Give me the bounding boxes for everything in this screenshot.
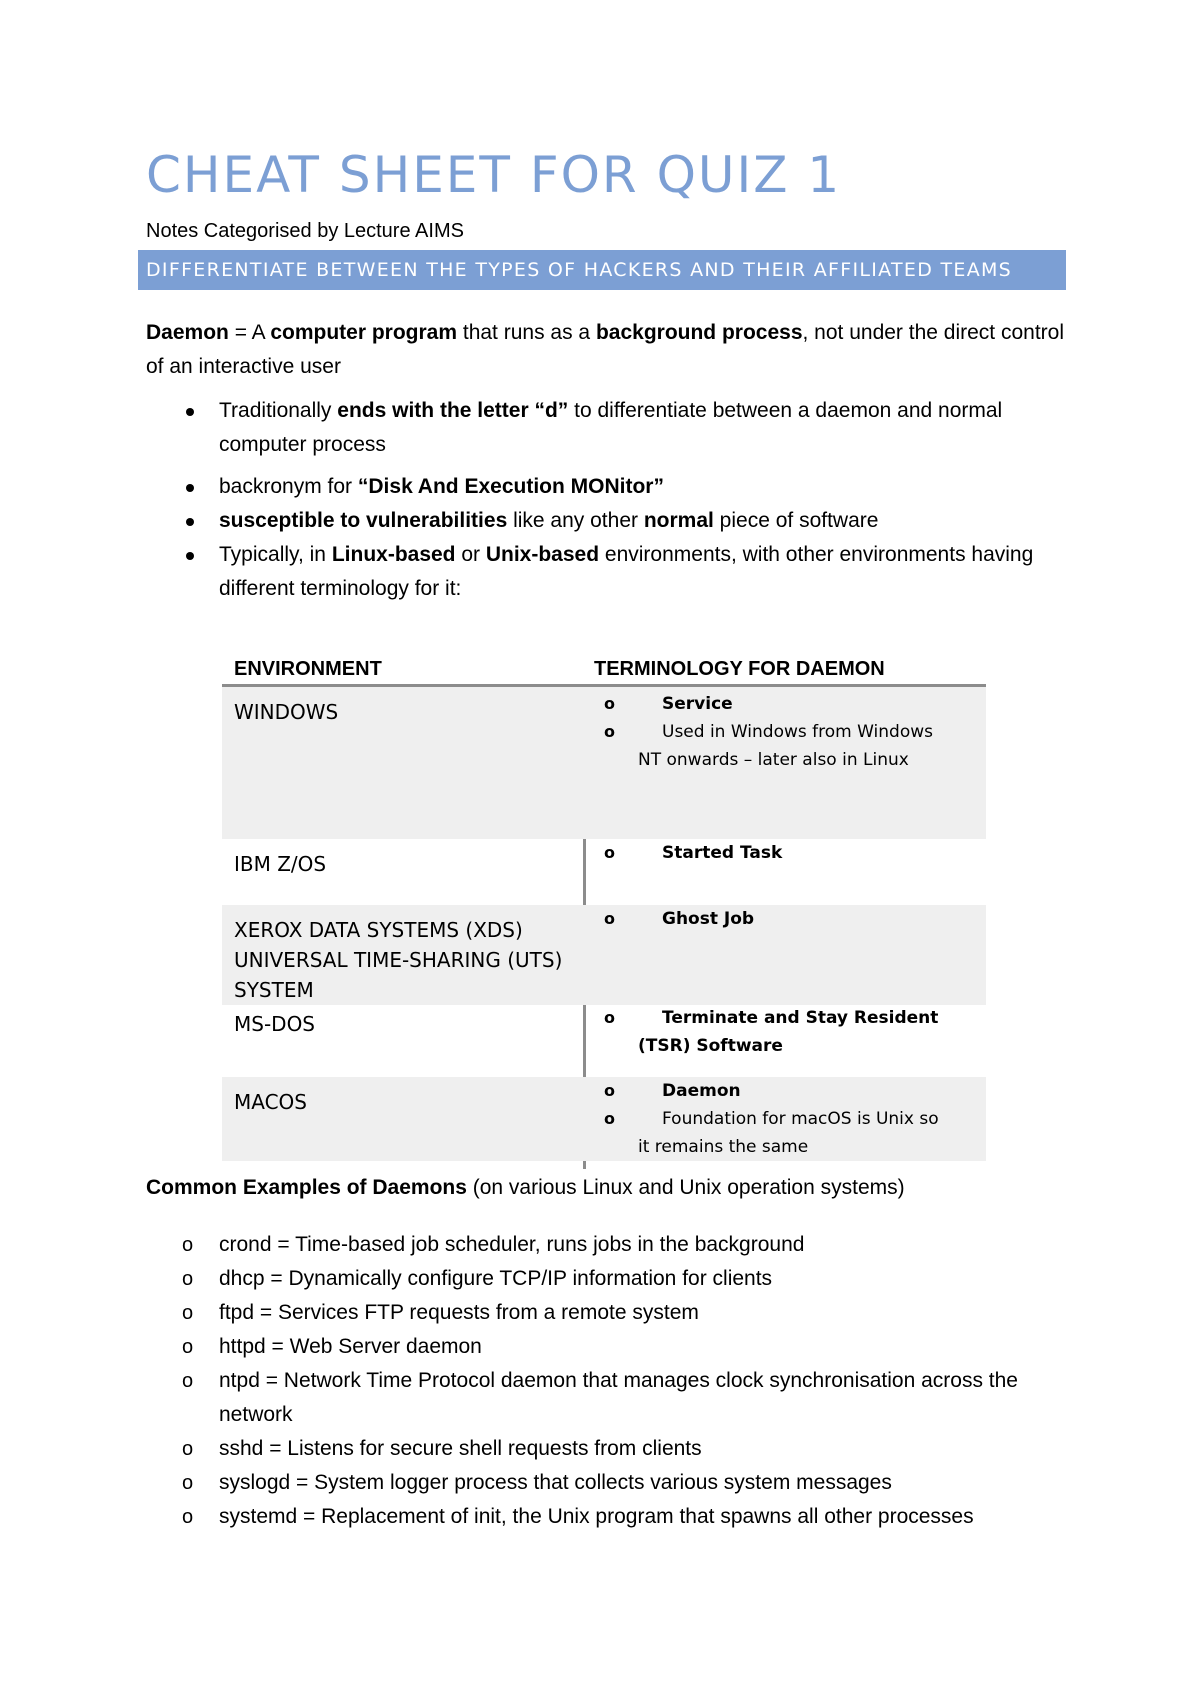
example-text: sshd = Listens for secure shell requests from clients xyxy=(219,1437,702,1460)
list-item xyxy=(146,1262,1066,1296)
bullet-text: to differentiate between a daemon and normal computer process xyxy=(219,399,1003,456)
table-row xyxy=(222,905,986,1005)
bullet-bold: ends with the letter “d” xyxy=(337,399,569,422)
circle-marker-icon: o xyxy=(182,1438,194,1460)
column-header-terminology: TERMINOLOGY FOR DAEMON xyxy=(594,658,885,680)
circle-marker-icon: o xyxy=(182,1336,194,1358)
env-cell: WINDOWS xyxy=(234,700,339,724)
list-item xyxy=(146,1228,1066,1262)
term-item xyxy=(604,1004,978,1060)
example-text: ftpd = Services FTP requests from a remote system xyxy=(219,1301,699,1324)
bullet-bold: normal xyxy=(643,509,714,532)
bullet-bold: susceptible to vulnerabilities xyxy=(219,509,508,532)
circle-marker-icon: o xyxy=(604,843,615,862)
circle-marker-icon: o xyxy=(182,1472,194,1494)
def-bold-2: background process xyxy=(595,321,803,344)
list-item xyxy=(146,470,1066,504)
bullet-bold: Linux-based xyxy=(331,543,456,566)
bullet-text: Typically, in xyxy=(219,543,332,566)
example-text: systemd = Replacement of init, the Unix program that spawns all other processes xyxy=(219,1505,974,1528)
circle-marker-icon: o xyxy=(604,722,615,741)
example-text: ntpd = Network Time Protocol daemon that manages clock synchronisation across the network xyxy=(219,1369,1018,1426)
term-list xyxy=(604,1004,978,1060)
circle-marker-icon: o xyxy=(182,1268,194,1290)
bullet-text: like any other xyxy=(507,509,644,532)
list-item xyxy=(146,1432,1066,1466)
daemon-terminology-table xyxy=(222,656,986,1161)
term-item xyxy=(604,905,978,933)
list-item xyxy=(146,504,1066,538)
env-cell: MS-DOS xyxy=(234,1012,316,1036)
list-item xyxy=(146,394,1066,462)
bullet-text: backronym for xyxy=(219,475,358,498)
list-item xyxy=(146,1466,1066,1500)
def-term: Daemon xyxy=(146,321,229,344)
circle-marker-icon: o xyxy=(604,909,615,928)
env-cell: IBM Z/OS xyxy=(234,852,327,876)
daemon-bullet-list xyxy=(146,394,1066,606)
bullet-bold: “Disk And Execution MONitor” xyxy=(357,475,664,498)
bullet-dot-icon xyxy=(186,484,194,492)
def-text-2: that runs as a xyxy=(457,321,596,344)
bullet-text: environments, with other environments having different terminology for it: xyxy=(219,543,1034,600)
bullet-text: or xyxy=(455,543,486,566)
term-list xyxy=(604,905,978,933)
page-title: CHEAT SHEET FOR QUIZ 1 xyxy=(146,146,842,204)
list-item xyxy=(146,1500,1066,1534)
column-header-environment: ENVIRONMENT xyxy=(234,658,382,680)
term-text-cont: NT onwards – later also in Linux xyxy=(638,750,909,770)
example-text: dhcp = Dynamically configure TCP/IP information for clients xyxy=(219,1267,773,1290)
list-item xyxy=(146,1330,1066,1364)
circle-marker-icon: o xyxy=(604,1109,615,1128)
term-list xyxy=(604,839,978,867)
example-text: httpd = Web Server daemon xyxy=(219,1335,482,1358)
circle-marker-icon: o xyxy=(604,1008,615,1027)
circle-marker-icon: o xyxy=(182,1506,194,1528)
term-text-cont: it remains the same xyxy=(638,1137,809,1157)
term-bold: Terminate and Stay Resident xyxy=(662,1008,939,1028)
term-item xyxy=(604,1105,978,1161)
examples-list xyxy=(146,1228,1066,1534)
bullet-dot-icon xyxy=(186,518,194,526)
term-bold: Service xyxy=(662,694,733,714)
bullet-text: Traditionally xyxy=(219,399,338,422)
term-bold: Started Task xyxy=(662,843,783,863)
env-cell: XEROX DATA SYSTEMS (XDS) UNIVERSAL TIME-SHARING (UTS) SYSTEM xyxy=(234,918,563,1002)
env-cell: MACOS xyxy=(234,1090,307,1114)
term-item xyxy=(604,718,978,774)
example-text: crond = Time-based job scheduler, runs jobs in the background xyxy=(219,1233,805,1256)
examples-heading xyxy=(146,1176,905,1200)
list-item xyxy=(146,1296,1066,1330)
circle-marker-icon: o xyxy=(182,1234,194,1256)
bullet-dot-icon xyxy=(186,408,194,416)
list-item xyxy=(146,1364,1066,1432)
term-list xyxy=(604,690,978,774)
term-item xyxy=(604,1077,978,1105)
table-header-row xyxy=(222,656,986,687)
circle-marker-icon: o xyxy=(182,1302,194,1324)
def-text-3: , not under the direct control of an interactive user xyxy=(146,321,1065,378)
term-item xyxy=(604,690,978,718)
term-bold: Ghost Job xyxy=(662,909,755,929)
term-bold-cont: (TSR) Software xyxy=(638,1036,783,1056)
table-row xyxy=(222,1005,986,1077)
term-item xyxy=(604,839,978,867)
bullet-text: piece of software xyxy=(713,509,879,532)
section-heading: DIFFERENTIATE BETWEEN THE TYPES OF HACKERS AND THEIR AFFILIATED TEAMS xyxy=(138,250,1066,290)
def-bold-1: computer program xyxy=(270,321,458,344)
example-text: syslogd = System logger process that collects various system messages xyxy=(219,1471,892,1494)
subtitle: Notes Categorised by Lecture AIMS xyxy=(146,220,464,242)
table-row xyxy=(222,1077,986,1161)
term-text: Used in Windows from Windows xyxy=(662,722,933,742)
examples-heading-bold: Common Examples of Daemons xyxy=(146,1176,467,1199)
term-list xyxy=(604,1077,978,1161)
circle-marker-icon: o xyxy=(182,1370,194,1392)
examples-heading-rest: (on various Linux and Unix operation systems) xyxy=(466,1176,905,1199)
table-row xyxy=(222,687,986,839)
bullet-bold: Unix-based xyxy=(485,543,600,566)
bullet-dot-icon xyxy=(186,552,194,560)
circle-marker-icon: o xyxy=(604,694,615,713)
table-row xyxy=(222,839,986,905)
term-text: Foundation for macOS is Unix so xyxy=(662,1109,939,1129)
daemon-definition xyxy=(146,316,1066,384)
def-text-1: = A xyxy=(228,321,271,344)
circle-marker-icon: o xyxy=(604,1081,615,1100)
term-bold: Daemon xyxy=(662,1081,741,1101)
list-item xyxy=(146,538,1066,606)
